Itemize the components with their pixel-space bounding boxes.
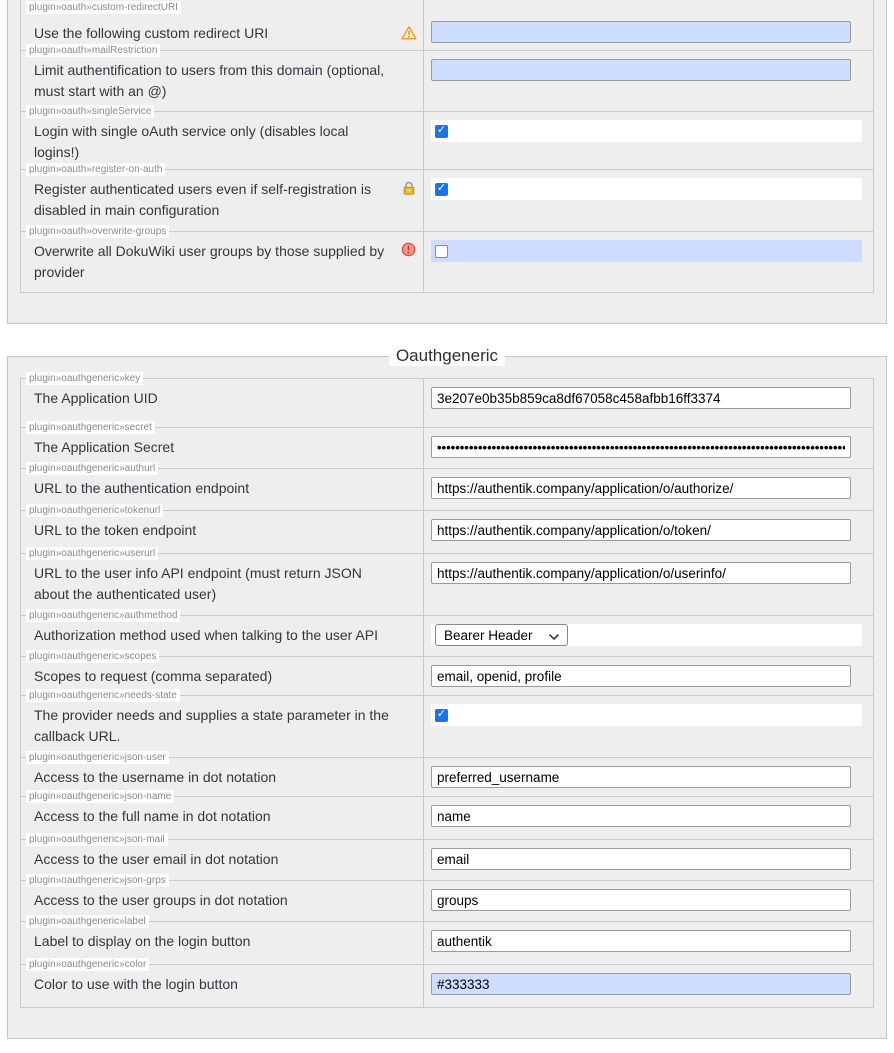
- auth-method-select[interactable]: [435, 624, 568, 646]
- custom-redirect-uri-input[interactable]: [431, 21, 851, 43]
- user-url-input[interactable]: [431, 562, 851, 584]
- config-key: plugin»oauthgeneric»scopes: [26, 650, 159, 663]
- config-key: plugin»oauthgeneric»userurl: [26, 547, 158, 560]
- error-icon: [401, 242, 417, 258]
- config-label: URL to the user info API endpoint (must return JSON about the authenticated user): [34, 565, 362, 602]
- config-row-color: [21, 959, 873, 1007]
- lock-icon: [401, 180, 417, 196]
- config-key: plugin»oauthgeneric»json-name: [26, 790, 174, 803]
- config-key: plugin»oauthgeneric»authurl: [26, 462, 158, 475]
- config-key: plugin»oauth»singleService: [26, 105, 154, 118]
- config-key: plugin»oauthgeneric»secret: [26, 421, 155, 434]
- config-label: Login with single oAuth service only (disables local logins!): [34, 123, 349, 160]
- json-mail-input[interactable]: [431, 848, 851, 870]
- config-label: URL to the token endpoint: [34, 522, 197, 538]
- config-label: The provider needs and supplies a state parameter in the callback URL.: [34, 707, 389, 744]
- config-label: Access to the full name in dot notation: [34, 808, 271, 824]
- overwrite-groups-checkbox[interactable]: [435, 245, 448, 258]
- config-label: Authorization method used when talking to the user API: [34, 627, 378, 643]
- config-label: The Application Secret: [34, 439, 175, 455]
- chevron-down-icon: [549, 628, 559, 643]
- config-row-single-service: [21, 106, 873, 169]
- auth-method-selected-value: Bearer Header: [444, 627, 533, 643]
- json-name-input[interactable]: [431, 805, 851, 827]
- config-key: plugin»oauthgeneric»json-mail: [26, 833, 168, 846]
- mail-restriction-input[interactable]: [431, 59, 851, 81]
- login-label-input[interactable]: [431, 930, 851, 952]
- checkbox-strip: [431, 178, 862, 200]
- config-key: plugin»oauthgeneric»json-grps: [26, 874, 169, 887]
- section-title: Oauthgeneric: [389, 346, 505, 366]
- token-url-input[interactable]: [431, 519, 851, 541]
- config-key: plugin»oauthgeneric»key: [26, 372, 143, 385]
- config-label: Limit authentification to users from this domain (optional, must start with an @): [34, 62, 385, 99]
- config-key: plugin»oauth»custom-redirectURI: [26, 1, 181, 14]
- config-key: plugin»oauthgeneric»needs-state: [26, 689, 180, 702]
- config-key: plugin»oauthgeneric»label: [26, 915, 149, 928]
- config-label: Scopes to request (comma separated): [34, 668, 273, 684]
- config-row-register-on-auth: [21, 164, 873, 231]
- config-table-oauthgeneric: [20, 373, 874, 1008]
- config-row-needs-state: [21, 690, 873, 757]
- config-key: plugin»oauth»mailRestriction: [26, 44, 160, 57]
- config-label: Use the following custom redirect URI: [34, 25, 269, 41]
- warning-icon: [401, 25, 417, 41]
- json-user-input[interactable]: [431, 766, 851, 788]
- section-oauthgeneric: [7, 346, 887, 1039]
- config-label: Access to the username in dot notation: [34, 769, 277, 785]
- checkbox-strip: [431, 704, 862, 726]
- scopes-input[interactable]: [431, 665, 851, 687]
- checkbox-strip: [431, 120, 862, 142]
- config-label: Access to the user groups in dot notation: [34, 892, 288, 908]
- checkbox-strip: [431, 240, 862, 262]
- config-label: Overwrite all DokuWiki user groups by those supplied by provider: [34, 243, 385, 280]
- json-grps-input[interactable]: [431, 889, 851, 911]
- config-key: plugin»oauthgeneric»authmethod: [26, 609, 180, 622]
- login-color-input[interactable]: [431, 973, 851, 995]
- config-row-custom-redirect-uri: [21, 0, 873, 50]
- auth-url-input[interactable]: [431, 477, 851, 499]
- config-key: plugin»oauth»register-on-auth: [26, 163, 165, 176]
- config-key: plugin»oauth»overwrite-groups: [26, 225, 169, 238]
- config-row-overwrite-groups: [21, 226, 873, 292]
- needs-state-checkbox[interactable]: [435, 709, 448, 722]
- config-row-userurl: [21, 548, 873, 615]
- config-row-mail-restriction: [21, 45, 873, 111]
- app-uid-input[interactable]: [431, 387, 851, 409]
- config-row-json-grps: [21, 875, 873, 921]
- config-key: plugin»oauthgeneric»tokenurl: [26, 504, 163, 517]
- config-table-oauth: [20, 0, 874, 293]
- config-label: Color to use with the login button: [34, 976, 238, 992]
- register-on-auth-checkbox[interactable]: [435, 183, 448, 196]
- section-oauth: [7, 0, 887, 324]
- config-row-key: [21, 373, 873, 427]
- config-label: URL to the authentication endpoint: [34, 480, 250, 496]
- single-service-checkbox[interactable]: [435, 125, 448, 138]
- config-key: plugin»oauthgeneric»json-user: [26, 751, 169, 764]
- app-secret-input[interactable]: [431, 436, 851, 458]
- config-label: The Application UID: [34, 390, 158, 406]
- config-key: plugin»oauthgeneric»color: [26, 958, 149, 971]
- select-strip: [431, 624, 862, 646]
- config-label: Register authenticated users even if self-registration is disabled in main configuration: [34, 181, 371, 218]
- config-label: Access to the user email in dot notation: [34, 851, 279, 867]
- config-label: Label to display on the login button: [34, 933, 251, 949]
